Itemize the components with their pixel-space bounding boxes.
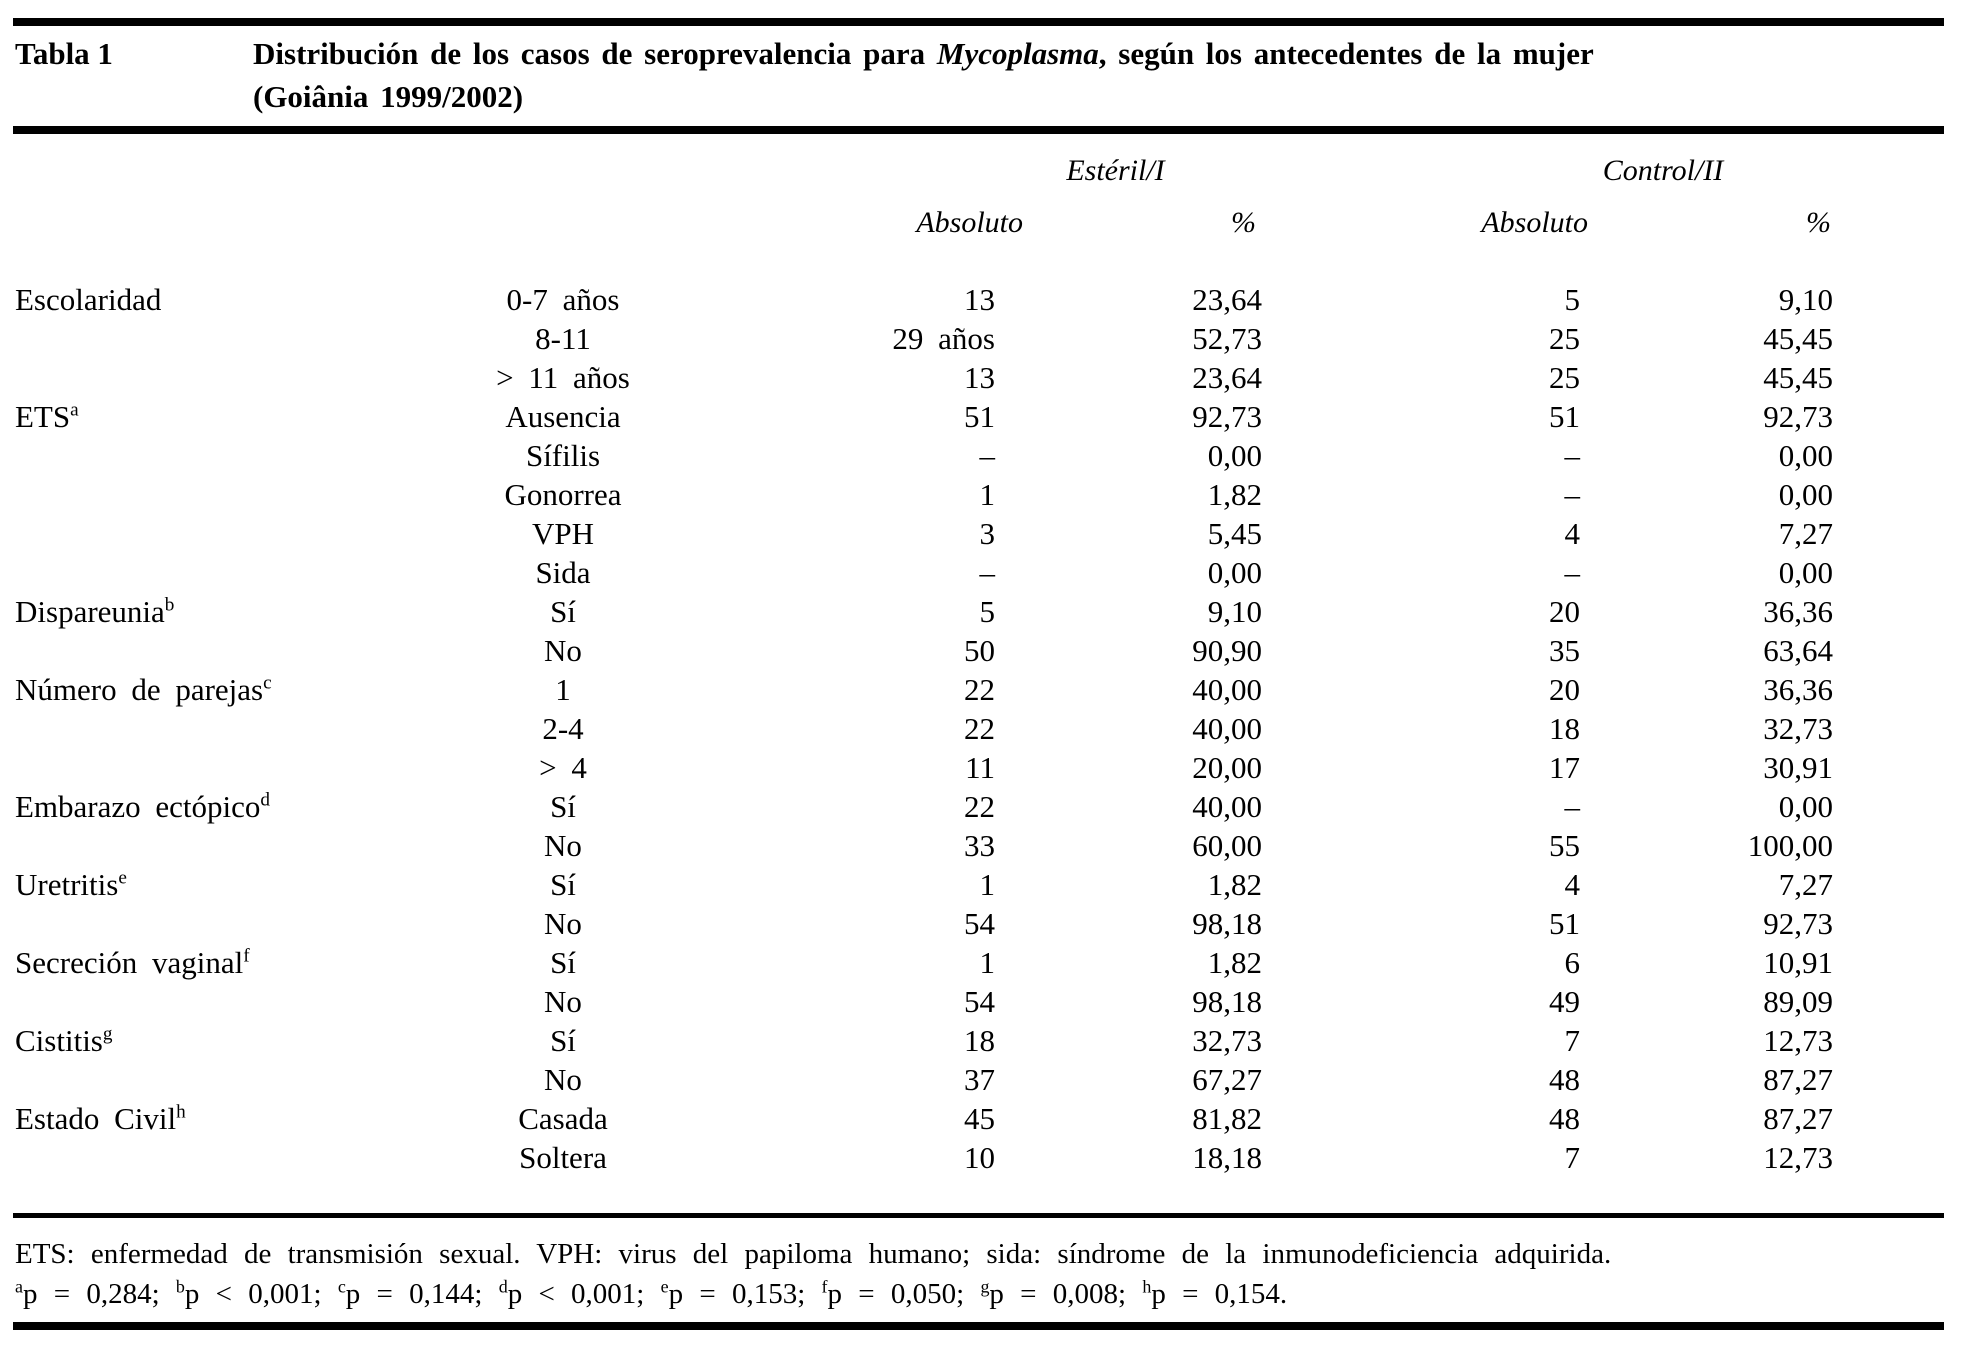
paper-table-page — [0, 18, 1974, 1371]
table-row — [13, 553, 1944, 592]
esteril-percent-cell: 23,64 — [1192, 281, 1263, 317]
row-category-cell: Casada — [518, 1100, 608, 1136]
data-table — [13, 134, 1944, 1177]
table-row — [13, 1060, 1944, 1099]
spacer-cell — [1843, 436, 1944, 475]
row-label-cell: Cistitis$^g$ — [15, 1022, 113, 1058]
control-percent-cell: 32,73 — [1763, 710, 1834, 746]
table-row — [13, 748, 1944, 787]
group-header-row — [13, 134, 1944, 188]
esteril-percent-cell: 5,45 — [1207, 515, 1263, 551]
esteril-percent-cell: 23,64 — [1192, 359, 1263, 395]
table-row — [13, 436, 1944, 475]
control-absoluto-cell: 7 — [1564, 1139, 1581, 1175]
esteril-absoluto-cell: 50 — [964, 632, 995, 668]
col-header-control-percent: % — [1806, 206, 1832, 239]
bottom-rule — [13, 1322, 1944, 1330]
control-absoluto-cell: – — [1564, 476, 1581, 512]
esteril-absoluto-cell: 54 — [964, 983, 995, 1019]
row-category-cell: No — [544, 983, 582, 1019]
row-label-cell — [13, 514, 353, 553]
control-percent-cell: 7,27 — [1778, 515, 1834, 551]
table-title — [253, 32, 1944, 118]
esteril-percent-cell: 98,18 — [1192, 983, 1263, 1019]
esteril-absoluto-cell: 10 — [964, 1139, 995, 1175]
esteril-absoluto-cell: 1 — [979, 944, 995, 980]
row-category-cell: Ausencia — [505, 398, 621, 434]
spacer-cell — [1843, 475, 1944, 514]
row-category-cell: Soltera — [519, 1139, 607, 1175]
control-percent-cell: 63,64 — [1763, 632, 1834, 668]
control-percent-cell: 0,00 — [1778, 437, 1834, 473]
row-category-cell: No — [544, 1061, 582, 1097]
spacer-cell — [1843, 865, 1944, 904]
esteril-absoluto-cell: 3 — [979, 515, 995, 551]
esteril-absoluto-cell: 11 — [965, 749, 995, 785]
control-percent-cell: 92,73 — [1763, 905, 1834, 941]
control-percent-cell: 0,00 — [1778, 476, 1834, 512]
esteril-percent-cell: 40,00 — [1192, 671, 1263, 707]
table-title-location: (Goiânia 1999/2002) — [253, 79, 524, 114]
control-percent-cell: 92,73 — [1763, 398, 1834, 434]
row-label-cell — [13, 748, 353, 787]
row-label-cell: Uretritis$^e$ — [15, 866, 127, 902]
spacer-cell — [1843, 904, 1944, 943]
col-header-esteril-absoluto: Absoluto — [916, 206, 1023, 239]
esteril-absoluto-cell: 45 — [964, 1100, 995, 1136]
esteril-absoluto-cell: 22 — [964, 710, 995, 746]
row-category-cell: 0-7 años — [506, 281, 620, 317]
spacer-cell — [1843, 514, 1944, 553]
group-header-control: Control/II — [1602, 154, 1724, 187]
spacer-cell — [1843, 748, 1944, 787]
esteril-absoluto-cell: 22 — [964, 671, 995, 707]
esteril-percent-cell: 90,90 — [1192, 632, 1263, 668]
esteril-absoluto-cell: 51 — [964, 398, 995, 434]
esteril-absoluto-cell: 13 — [964, 359, 995, 395]
esteril-absoluto-cell: – — [979, 554, 995, 590]
control-absoluto-cell: 20 — [1549, 593, 1581, 629]
row-label-cell — [13, 709, 353, 748]
table-row — [13, 280, 1944, 319]
spacer-cell — [1843, 280, 1944, 319]
empty-cell — [13, 188, 773, 240]
empty-cell — [13, 134, 773, 188]
row-label-cell — [13, 631, 353, 670]
row-category-cell: 1 — [555, 671, 571, 707]
empty-cell — [1843, 134, 1944, 188]
esteril-percent-cell: 0,00 — [1207, 554, 1263, 590]
row-label-cell — [13, 553, 353, 592]
row-label-cell: ETS$^a$ — [15, 398, 79, 434]
control-percent-cell: 89,09 — [1763, 983, 1834, 1019]
col-header-esteril-percent: % — [1231, 206, 1257, 239]
table-row — [13, 514, 1944, 553]
control-percent-cell: 0,00 — [1778, 554, 1834, 590]
row-category-cell: 8-11 — [535, 320, 591, 356]
table-row — [13, 592, 1944, 631]
table-row — [13, 670, 1944, 709]
top-rule — [13, 18, 1944, 26]
table-row — [13, 865, 1944, 904]
esteril-percent-cell: 98,18 — [1192, 905, 1263, 941]
row-label-cell — [13, 826, 353, 865]
table-title-suffix: , según los antecedentes de la mujer — [1098, 36, 1594, 71]
esteril-percent-cell: 32,73 — [1192, 1022, 1263, 1058]
control-absoluto-cell: – — [1564, 788, 1581, 824]
footnote-abbreviations: ETS: enfermedad de transmisión sexual. VPH: virus del papiloma humano; sida: síndrome de la inmunodeficiencia adquirida. — [15, 1238, 1612, 1270]
control-percent-cell: 12,73 — [1763, 1139, 1834, 1175]
row-category-cell: Sida — [535, 554, 591, 590]
empty-cell — [1843, 188, 1944, 240]
header-rule — [13, 126, 1944, 134]
control-percent-cell: 0,00 — [1778, 788, 1834, 824]
esteril-percent-cell: 0,00 — [1207, 437, 1263, 473]
esteril-percent-cell: 40,00 — [1192, 710, 1263, 746]
row-category-cell: 2-4 — [542, 710, 584, 746]
control-absoluto-cell: 4 — [1564, 515, 1581, 551]
esteril-percent-cell: 60,00 — [1192, 827, 1263, 863]
table-row — [13, 709, 1944, 748]
control-percent-cell: 36,36 — [1763, 593, 1834, 629]
esteril-percent-cell: 1,82 — [1207, 866, 1263, 902]
table-number: Tabla 1 — [15, 36, 113, 71]
control-absoluto-cell: 5 — [1564, 281, 1581, 317]
row-label-cell: Secreción vaginal$^f$ — [15, 944, 250, 980]
control-absoluto-cell: 20 — [1549, 671, 1581, 707]
row-category-cell: > 4 — [539, 749, 587, 785]
spacer-cell — [1843, 592, 1944, 631]
control-absoluto-cell: – — [1564, 437, 1581, 473]
table-header — [13, 134, 1944, 280]
row-label-cell: Estado Civil$^h$ — [15, 1100, 186, 1136]
control-absoluto-cell: 48 — [1549, 1100, 1581, 1136]
control-percent-cell: 36,36 — [1763, 671, 1834, 707]
spacer-row — [13, 240, 1944, 280]
sub-header-row — [13, 188, 1944, 240]
spacer-cell — [1843, 787, 1944, 826]
control-absoluto-cell: – — [1564, 554, 1581, 590]
esteril-absoluto-cell: 33 — [964, 827, 995, 863]
row-category-cell: > 11 años — [496, 359, 630, 395]
esteril-absoluto-cell: 5 — [979, 593, 995, 629]
control-absoluto-cell: 17 — [1549, 749, 1581, 785]
row-label-cell — [13, 1060, 353, 1099]
esteril-percent-cell: 81,82 — [1192, 1100, 1263, 1136]
esteril-absoluto-cell: 37 — [964, 1061, 995, 1097]
table-row — [13, 787, 1944, 826]
spacer-cell — [1843, 1021, 1944, 1060]
esteril-absoluto-cell: 13 — [964, 281, 995, 317]
esteril-absoluto-cell: 54 — [964, 905, 995, 941]
row-label-cell: Escolaridad — [15, 281, 162, 317]
control-absoluto-cell: 25 — [1549, 320, 1581, 356]
table-caption — [13, 26, 1944, 126]
table-row — [13, 397, 1944, 436]
control-absoluto-cell: 49 — [1549, 983, 1581, 1019]
spacer-cell — [1843, 1138, 1944, 1177]
row-label-cell — [13, 436, 353, 475]
table-row — [13, 982, 1944, 1021]
row-category-cell: Gonorrea — [504, 476, 622, 512]
esteril-percent-cell: 67,27 — [1192, 1061, 1263, 1097]
table-row — [13, 1138, 1944, 1177]
row-label-cell — [13, 475, 353, 514]
control-percent-cell: 30,91 — [1763, 749, 1834, 785]
table-row — [13, 319, 1944, 358]
table-row — [13, 358, 1944, 397]
footnotes — [13, 1218, 1944, 1314]
table-row — [13, 631, 1944, 670]
row-category-cell: Sífilis — [525, 437, 601, 473]
esteril-percent-cell: 92,73 — [1192, 398, 1263, 434]
table-row — [13, 904, 1944, 943]
table-row — [13, 1021, 1944, 1060]
row-label-cell — [13, 904, 353, 943]
esteril-absoluto-cell: 1 — [979, 476, 995, 512]
row-label-cell: Dispareunia$^b$ — [15, 593, 175, 629]
control-absoluto-cell: 51 — [1549, 398, 1581, 434]
table-body — [13, 280, 1944, 1177]
row-category-cell: No — [544, 827, 582, 863]
spacer-cell — [1843, 943, 1944, 982]
esteril-percent-cell: 20,00 — [1192, 749, 1263, 785]
esteril-absoluto-cell: 18 — [964, 1022, 995, 1058]
table-title-species: Mycoplasma — [936, 36, 1099, 71]
esteril-absoluto-cell: 29 años — [892, 320, 995, 356]
control-percent-cell: 12,73 — [1763, 1022, 1834, 1058]
row-label-cell: Embarazo ectópico$^d$ — [15, 788, 271, 824]
row-category-cell: Sí — [550, 1022, 576, 1058]
control-absoluto-cell: 55 — [1549, 827, 1581, 863]
table-sheet — [13, 18, 1944, 1330]
esteril-absoluto-cell: – — [979, 437, 995, 473]
row-category-cell: No — [544, 632, 582, 668]
spacer-cell — [1843, 826, 1944, 865]
control-percent-cell: 45,45 — [1763, 320, 1834, 356]
control-percent-cell: 87,27 — [1763, 1100, 1834, 1136]
row-label-cell — [13, 982, 353, 1021]
esteril-percent-cell: 40,00 — [1192, 788, 1263, 824]
spacer-cell — [1843, 670, 1944, 709]
control-percent-cell: 7,27 — [1778, 866, 1834, 902]
row-label-cell — [13, 358, 353, 397]
esteril-percent-cell: 1,82 — [1207, 476, 1263, 512]
row-label-cell — [13, 1138, 353, 1177]
control-percent-cell: 10,91 — [1763, 944, 1834, 980]
row-category-cell: VPH — [531, 515, 594, 551]
esteril-percent-cell: 1,82 — [1207, 944, 1263, 980]
esteril-percent-cell: 52,73 — [1192, 320, 1263, 356]
table-title-prefix: Distribución de los casos de seroprevalencia para — [253, 36, 937, 71]
row-label-cell — [13, 319, 353, 358]
spacer-cell — [1843, 319, 1944, 358]
spacer-cell — [1843, 358, 1944, 397]
control-absoluto-cell: 25 — [1549, 359, 1581, 395]
table-row — [13, 826, 1944, 865]
control-percent-cell: 87,27 — [1763, 1061, 1834, 1097]
esteril-absoluto-cell: 22 — [964, 788, 995, 824]
spacer-cell — [1843, 631, 1944, 670]
row-category-cell: Sí — [550, 944, 576, 980]
spacer-cell — [1843, 982, 1944, 1021]
row-category-cell: Sí — [550, 866, 576, 902]
table-row — [13, 1099, 1944, 1138]
control-percent-cell: 9,10 — [1778, 281, 1834, 317]
control-absoluto-cell: 51 — [1549, 905, 1581, 941]
control-percent-cell: 100,00 — [1747, 827, 1834, 863]
row-category-cell: Sí — [550, 593, 576, 629]
footnote-pvalues: $^a$p = 0,284; $^b$p < 0,001; $^c$p = 0,144; $^d$p < 0,001; $^e$p = 0,153; $^f$p = 0,050; $^g$p = 0,008; $^h$p = 0,154. — [15, 1276, 1288, 1310]
esteril-percent-cell: 18,18 — [1192, 1139, 1263, 1175]
esteril-percent-cell: 9,10 — [1207, 593, 1263, 629]
spacer-cell — [1843, 1099, 1944, 1138]
row-category-cell: No — [544, 905, 582, 941]
control-absoluto-cell: 7 — [1564, 1022, 1581, 1058]
control-absoluto-cell: 35 — [1549, 632, 1581, 668]
control-percent-cell: 45,45 — [1763, 359, 1834, 395]
table-row — [13, 943, 1944, 982]
spacer-cell — [1843, 553, 1944, 592]
table-row — [13, 475, 1944, 514]
spacer-cell — [1843, 709, 1944, 748]
col-header-control-absoluto: Absoluto — [1481, 206, 1589, 239]
row-label-cell: Número de parejas$^c$ — [15, 671, 272, 707]
control-absoluto-cell: 48 — [1549, 1061, 1581, 1097]
spacer-cell — [1843, 397, 1944, 436]
control-absoluto-cell: 6 — [1564, 944, 1581, 980]
control-absoluto-cell: 18 — [1549, 710, 1581, 746]
group-header-esteril: Estéril/I — [1066, 154, 1165, 187]
spacer-cell — [1843, 1060, 1944, 1099]
control-absoluto-cell: 4 — [1564, 866, 1581, 902]
esteril-absoluto-cell: 1 — [979, 866, 995, 902]
row-category-cell: Sí — [550, 788, 576, 824]
